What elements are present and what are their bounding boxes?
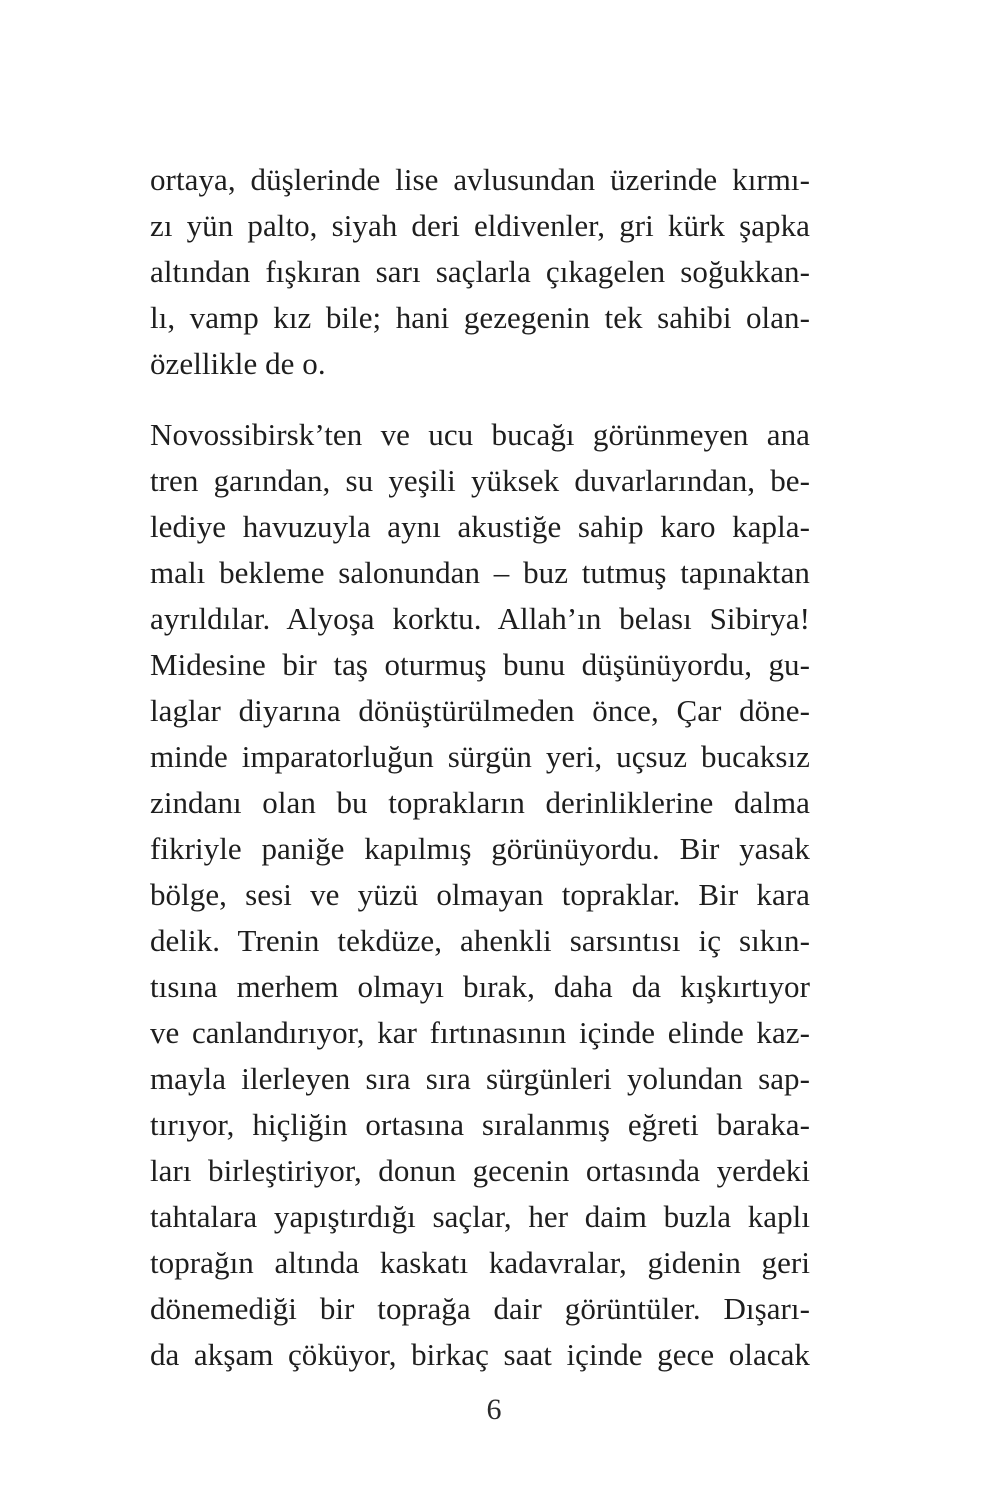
text-line: minde imparatorluğun sürgün yeri, uçsuz bucaksız bbox=[150, 739, 810, 774]
text-line: zindanı olan bu toprakların derinliklerine dalma bbox=[150, 785, 810, 820]
body-text bbox=[150, 157, 810, 1378]
text-line: delik. Trenin tekdüze, ahenkli sarsıntısı iç sıkın- bbox=[150, 923, 810, 958]
text-line: lı, vamp kız bile; hani gezegenin tek sahibi olan- bbox=[150, 300, 810, 335]
text-line: Midesine bir taş oturmuş bunu düşünüyordu, gu- bbox=[150, 647, 810, 682]
text-line: tren garından, su yeşili yüksek duvarlarından, be- bbox=[150, 463, 810, 498]
text-line: altından fışkıran sarı saçlarla çıkagelen soğukkan- bbox=[150, 254, 810, 289]
text-line: ları birleştiriyor, donun gecenin ortasında yerdeki bbox=[150, 1153, 810, 1188]
text-line: tahtalara yapıştırdığı saçlar, her daim buzla kaplı bbox=[150, 1199, 810, 1234]
text-line: ayrıldılar. Alyoşa korktu. Allah’ın belası Sibirya! bbox=[150, 601, 810, 636]
text-line: toprağın altında kaskatı kadavralar, gidenin geri bbox=[150, 1245, 810, 1280]
text-line: fikriyle paniğe kapılmış görünüyordu. Bir yasak bbox=[150, 831, 810, 866]
text-line: laglar diyarına dönüştürülmeden önce, Çar döne- bbox=[150, 693, 810, 728]
text-line: tısına merhem olmayı bırak, daha da kışkırtıyor bbox=[150, 969, 810, 1004]
text-line: lediye havuzuyla aynı akustiğe sahip karo kapla- bbox=[150, 509, 810, 544]
text-line: dönemediği bir toprağa dair görüntüler. Dışarı- bbox=[150, 1291, 810, 1326]
text-line: da akşam çöküyor, birkaç saat içinde gece olacak bbox=[150, 1337, 810, 1372]
text-line: özellikle de o. bbox=[150, 346, 326, 381]
text-line: bölge, sesi ve yüzü olmayan topraklar. Bir kara bbox=[150, 877, 810, 912]
text-line: tırıyor, hiçliğin ortasına sıralanmış eğreti baraka- bbox=[150, 1107, 810, 1142]
paragraph bbox=[150, 412, 810, 1378]
paragraph bbox=[150, 157, 810, 387]
text-line: malı bekleme salonundan – buz tutmuş tapınaktan bbox=[150, 555, 810, 590]
page-number: 6 bbox=[486, 1393, 502, 1426]
text-line: ve canlandırıyor, kar fırtınasının içinde elinde kaz- bbox=[150, 1015, 810, 1050]
text-line: mayla ilerleyen sıra sıra sürgünleri yolundan sap- bbox=[150, 1061, 810, 1096]
text-line: ortaya, düşlerinde lise avlusundan üzerinde kırmı- bbox=[150, 162, 810, 197]
text-line: Novossibirsk’ten ve ucu bucağı görünmeyen ana bbox=[150, 417, 810, 452]
text-line: zı yün palto, siyah deri eldivenler, gri kürk şapka bbox=[150, 208, 810, 243]
